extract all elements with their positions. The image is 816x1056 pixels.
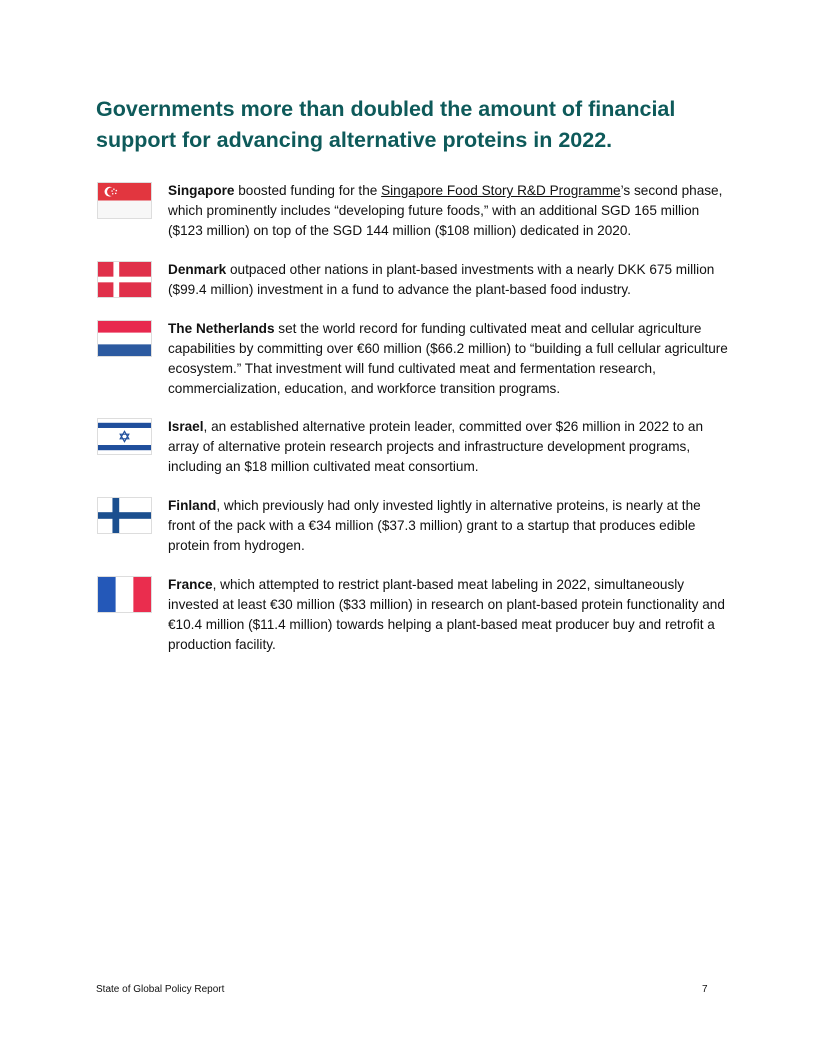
denmark-flag-icon (97, 261, 152, 298)
country-name: France (168, 577, 213, 592)
entry-text (168, 319, 730, 399)
entry-body: boosted funding for the (234, 183, 382, 198)
finland-flag-icon (97, 497, 152, 534)
country-name: Israel (168, 419, 204, 434)
entry-body-continued: ’s second phase, which prominently includes “developing future foods,” with an additional SGD 165 million ($123 million) on top of the SGD 144 million ($108 million) dedicated in 2020. (168, 183, 723, 238)
entry-text (168, 496, 730, 556)
entry-body: , which previously had only invested lightly in alternative proteins, is nearly at the front of the pack with a €34 million ($37.3 million) grant to a startup that produces edible protein from hydrogen. (168, 498, 701, 553)
programme-link[interactable]: Singapore Food Story R&D Programme (381, 183, 621, 198)
country-name: Singapore (168, 183, 235, 198)
entry-body: , an established alternative protein leader, committed over $26 million in 2022 to an array of alternative protein research projects and infrastructure development programs, including an $18 million cultivated meat consortium. (168, 419, 704, 474)
footer-page-number: 7 (702, 984, 708, 995)
singapore-flag-icon (97, 182, 152, 219)
footer-report-title: State of Global Policy Report (96, 984, 225, 995)
entry-body: , which attempted to restrict plant-based meat labeling in 2022, simultaneously invested at least €30 million ($33 million) in research on plant-based protein functionality and €10.4 million ($11.4 million) towards helping a plant-based meat producer buy and retrofit a production facility. (168, 577, 725, 652)
entry-text (168, 575, 730, 655)
country-name: Denmark (168, 262, 227, 277)
entry-text (168, 260, 730, 300)
entry-text (168, 181, 730, 241)
country-name: Finland (168, 498, 217, 513)
country-name: The Netherlands (168, 321, 275, 336)
entry-body: set the world record for funding cultivated meat and cellular agriculture capabilities by committing over €60 million ($66.2 million) to “building a full cellular agriculture ecosystem.” That investment will fund cultivated meat and fermentation research, commercialization, education, and workforce transition programs. (168, 321, 728, 396)
page-heading: Governments more than doubled the amount of financial support for advancing alternative proteins in 2022. (96, 97, 676, 152)
israel-flag-icon (97, 418, 152, 455)
entry-body: outpaced other nations in plant-based investments with a nearly DKK 675 million ($99.4 million) investment in a fund to advance the plant-based food industry. (168, 262, 715, 297)
netherlands-flag-icon (97, 320, 152, 357)
entry-text (168, 417, 730, 477)
france-flag-icon (97, 576, 152, 613)
